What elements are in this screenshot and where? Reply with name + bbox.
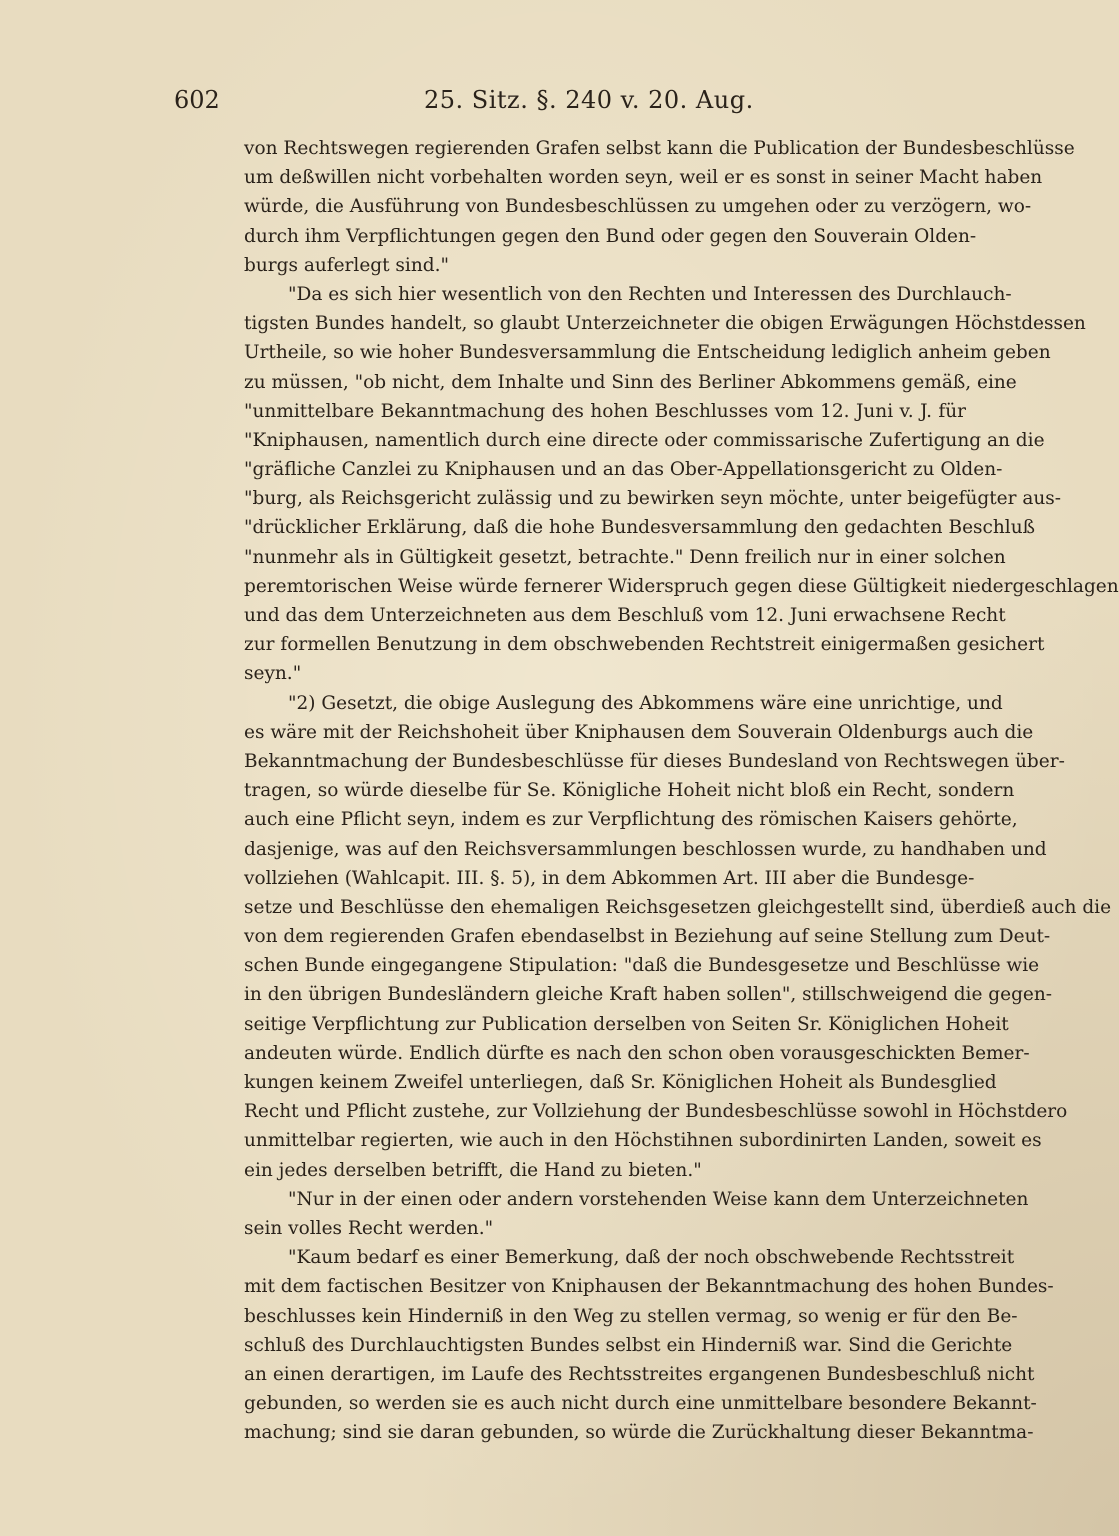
text-line: durch ihm Verpflichtungen gegen den Bund oder gegen den Souverain Olden- (244, 225, 977, 247)
text-line: würde, die Ausführung von Bundesbeschlüssen zu umgehen oder zu verzögern, wo- (244, 196, 1032, 218)
text-line: "drücklicher Erklärung, daß die hohe Bundesversammlung den gedachten Beschluß (244, 517, 1035, 539)
text-line: kungen keinem Zweifel unterliegen, daß Sr. Königlichen Hoheit als Bundesglied (244, 1072, 997, 1093)
text-line: zur formellen Benutzung in dem obschwebenden Rechtstreit einigermaßen gesichert (244, 634, 1045, 656)
text-line: unmittelbar regierten, wie auch in den Höchstihnen subordinirten Landen, soweit es (244, 1130, 1042, 1152)
text-line: von Rechtswegen regierenden Grafen selbst kann die Publication der Bundesbeschlüsse (244, 138, 1075, 159)
text-line: "Kniphausen, namentlich durch eine directe oder commissarische Zufertigung an die (244, 429, 1045, 451)
text-line: seyn." (244, 663, 302, 685)
text-line: mit dem factischen Besitzer von Kniphausen der Bekanntmachung des hohen Bundes- (244, 1276, 1054, 1298)
text-line: "nunmehr als in Gültigkeit gesetzt, betrachte." Denn freilich nur in einer solchen (244, 546, 1006, 568)
text-line: "unmittelbare Bekanntmachung des hohen Beschlusses vom 12. Juni v. J. für (244, 400, 966, 422)
text-line: gebunden, so werden sie es auch nicht durch eine unmittelbare besondere Bekannt- (244, 1393, 1037, 1415)
running-title: 25. Sitz. §. 240 v. 20. Aug. (424, 86, 754, 114)
text-line: seitige Verpflichtung zur Publication derselben von Seiten Sr. Königlichen Hoheit (244, 1013, 1009, 1035)
text-line: ein jedes derselben betrifft, die Hand zu bieten." (244, 1159, 702, 1181)
text-line: burgs auferlegt sind." (244, 254, 449, 276)
text-line: von dem regierenden Grafen ebendaselbst in Beziehung auf seine Stellung zum Deut- (244, 926, 1051, 948)
page-header (174, 86, 964, 126)
text-line: in den übrigen Bundesländern gleiche Kraft haben sollen", stillschweigend die gegen- (244, 984, 1053, 1006)
text-line: peremtorischen Weise würde fernerer Widerspruch gegen diese Gültigkeit niedergeschlagen (244, 575, 1119, 597)
text-line: Bekanntmachung der Bundesbeschlüsse für dieses Bundesland von Rechtswegen über- (244, 750, 1065, 772)
text-line: auch eine Pflicht seyn, indem es zur Verpflichtung des römischen Kaisers gehörte, (244, 809, 1018, 831)
text-line: um deßwillen nicht vorbehalten worden seyn, weil er es sonst in seiner Macht haben (244, 167, 1043, 189)
body-text (244, 134, 1119, 1447)
text-line: machung; sind sie daran gebunden, so würde die Zurückhaltung dieser Bekanntma- (244, 1422, 1034, 1444)
text-line: "gräfliche Canzlei zu Kniphausen und an das Ober-Appellationsgericht zu Olden- (244, 459, 1003, 481)
text-line: an einen derartigen, im Laufe des Rechtsstreites ergangenen Bundesbeschluß nicht (244, 1363, 1035, 1385)
page-number: 602 (174, 86, 220, 114)
text-line: andeuten würde. Endlich dürfte es nach den schon oben vorausgeschickten Bemer- (244, 1042, 1030, 1064)
text-line: Recht und Pflicht zustehe, zur Vollziehung der Bundesbeschlüsse sowohl in Höchstdero (244, 1101, 1068, 1123)
text-line: "Da es sich hier wesentlich von den Rechten und Interessen des Durchlauch- (288, 283, 1012, 305)
text-line: "Nur in der einen oder andern vorstehenden Weise kann dem Unterzeichneten (288, 1188, 1029, 1210)
text-line: "burg, als Reichsgericht zulässig und zu bewirken seyn möchte, unter beigefügter aus- (244, 488, 1062, 510)
text-line: dasjenige, was auf den Reichsversammlungen beschlossen wurde, zu handhaben und (244, 838, 1047, 860)
text-line: setze und Beschlüsse den ehemaligen Reichsgesetzen gleichgestellt sind, überdieß auch die (244, 896, 1112, 918)
text-line: "2) Gesetzt, die obige Auslegung des Abkommens wäre eine unrichtige, und (288, 692, 1003, 714)
text-line: zu müssen, "ob nicht, dem Inhalte und Sinn des Berliner Abkommens gemäß, eine (244, 371, 1017, 393)
text-line: schen Bunde eingegangene Stipulation: "daß die Bundesgesetze und Beschlüsse wie (244, 955, 1040, 977)
text-line: schluß des Durchlauchtigsten Bundes selbst ein Hinderniß war. Sind die Gerichte (244, 1334, 1013, 1356)
text-line: und das dem Unterzeichneten aus dem Beschluß vom 12. Juni erwachsene Recht (244, 605, 1006, 626)
text-line: "Kaum bedarf es einer Bemerkung, daß der noch obschwebende Rechtsstreit (288, 1247, 1015, 1269)
text-line: Urtheile, so wie hoher Bundesversammlung die Entscheidung lediglich anheim geben (244, 342, 1051, 364)
text-line: vollziehen (Wahlcapit. III. §. 5), in dem Abkommen Art. III aber die Bundesge- (244, 867, 975, 889)
text-line: sein volles Recht werden." (244, 1217, 494, 1239)
text-line: tigsten Bundes handelt, so glaubt Unterzeichneter die obigen Erwägungen Höchstdessen (244, 313, 1086, 335)
text-line: beschlusses kein Hinderniß in den Weg zu stellen vermag, so wenig er für den Be- (244, 1305, 1018, 1327)
text-line: es wäre mit der Reichshoheit über Kniphausen dem Souverain Oldenburgs auch die (244, 721, 1034, 743)
text-line: tragen, so würde dieselbe für Se. Königliche Hoheit nicht bloß ein Recht, sondern (244, 780, 1015, 802)
